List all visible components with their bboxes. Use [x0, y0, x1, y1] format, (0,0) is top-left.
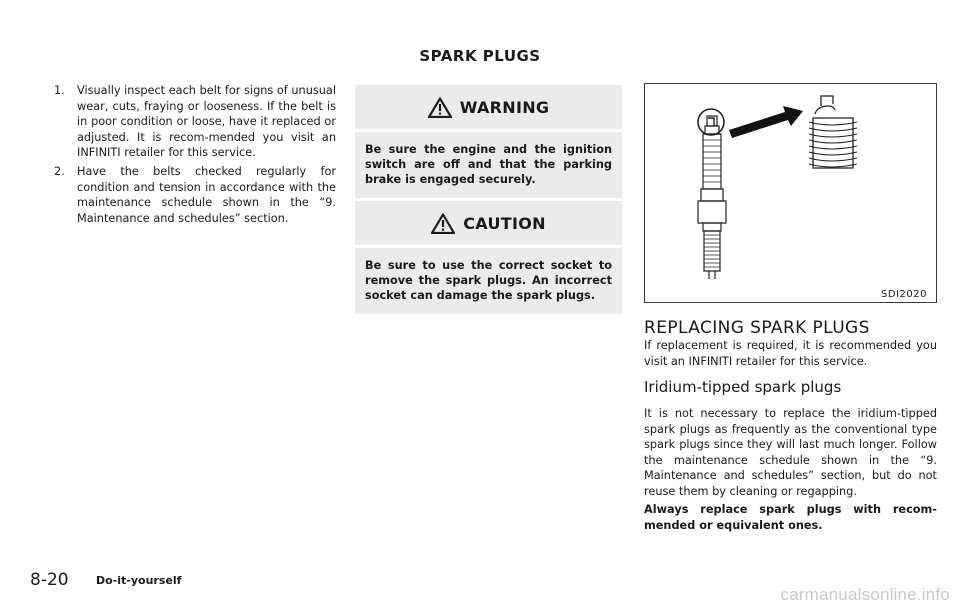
page-number: 8-20 [30, 570, 69, 590]
caution-label: CAUTION [463, 214, 546, 233]
footer-section-label: Do-it-yourself [96, 574, 182, 587]
caution-triangle-icon [431, 213, 455, 234]
spark-plug-figure [644, 83, 937, 303]
warning-label: WARNING [459, 98, 550, 117]
warning-header [355, 85, 622, 129]
iridium-bold-text: Always replace spark plugs with recom-mended or equivalent ones. [644, 503, 937, 532]
warning-box [355, 85, 622, 198]
warning-text: Be sure the engine and the ignition switch are off and that the parking brake is engaged securely. [365, 143, 612, 187]
replacing-text: If replacement is required, it is recommended you visit an INFINITI retailer for this service. [644, 339, 937, 368]
list-text: Visually inspect each belt for signs of unusual wear, cuts, fraying or looseness. If the belt is in poor condition or loose, have it replaced or adjusted. It is recom-mended you visit an INFINITI retailer for this service. [77, 84, 336, 160]
caution-text: Be sure to use the correct socket to remove the spark plugs. An incorrect socket can damage the spark plugs. [365, 259, 612, 303]
warning-triangle-icon [428, 97, 452, 118]
figure-caption: SDI2020 [881, 289, 927, 300]
replacing-heading: REPLACING SPARK PLUGS [644, 318, 870, 338]
caution-box [355, 201, 622, 314]
list-item [54, 164, 336, 226]
caution-header [355, 201, 622, 245]
list-number: 1. [54, 84, 65, 97]
list-number: 2. [54, 164, 65, 178]
maintenance-list [54, 83, 336, 229]
section-title: SPARK PLUGS [419, 47, 541, 65]
watermark: carmanualsonline.info [780, 585, 950, 604]
iridium-text: It is not necessary to replace the iridium-tipped spark plugs as frequently as the conventional type spark plugs since they will last much longer. Follow the maintenance schedule shown in the “9. Maintenance and schedules” section, but do not reuse them by cleaning or regapping. [644, 407, 937, 498]
iridium-heading: Iridium-tipped spark plugs [644, 378, 842, 396]
list-text: Have the belts checked regularly for condition and tension in accordance with the maintenance schedule shown in the “9. Maintenance and schedules” section. [77, 164, 336, 225]
list-item [54, 83, 336, 161]
spark-plug-illustration [645, 84, 936, 302]
